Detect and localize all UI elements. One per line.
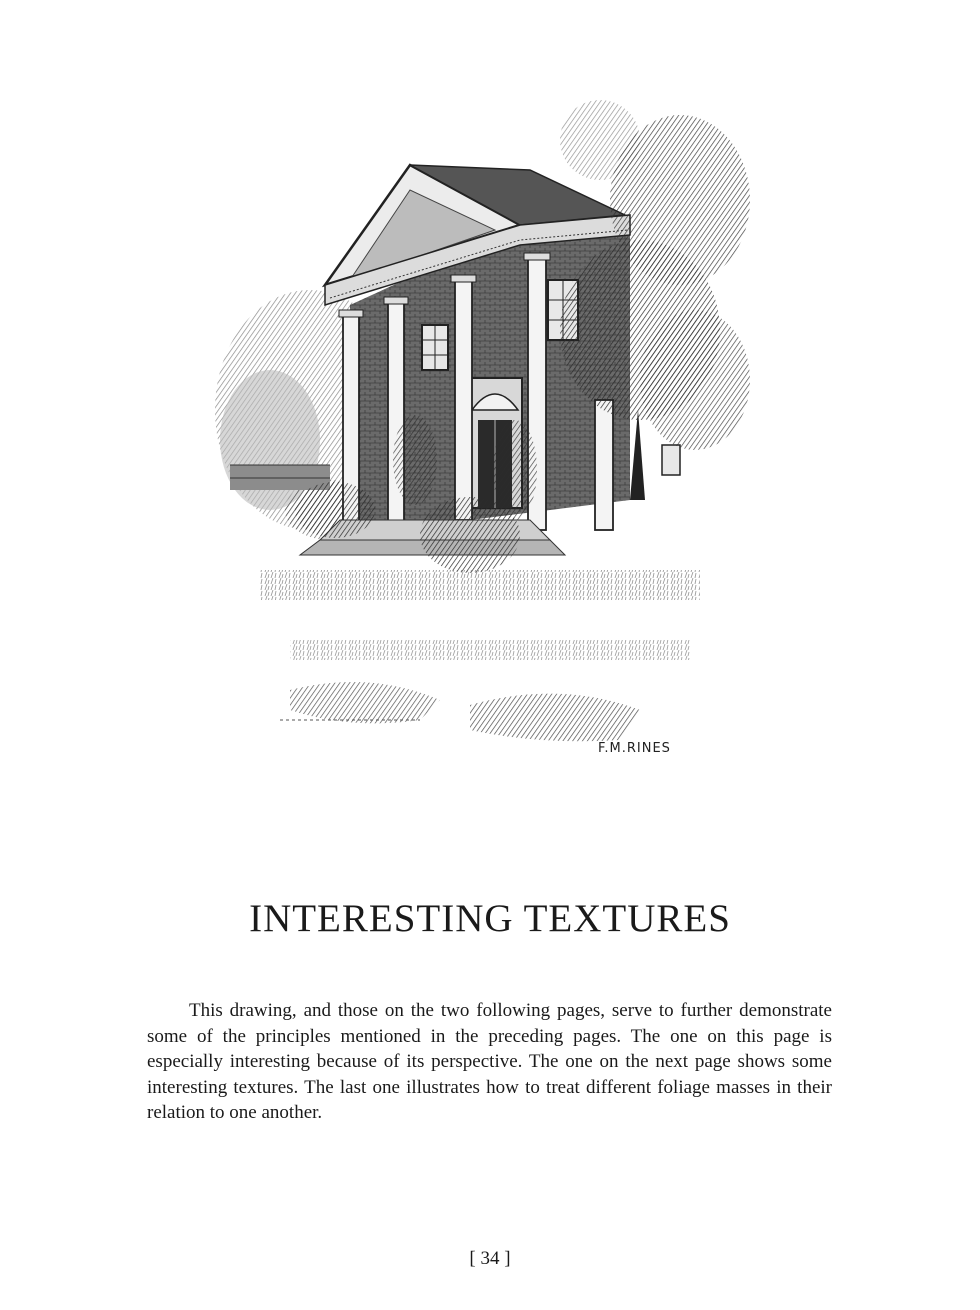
- page-title: INTERESTING TEXTURES: [249, 897, 731, 940]
- body-paragraph: This drawing, and those on the two following pages, serve to further demonstrate some of the principles mentioned in the preceding pages. The one on this page is especially interesting because of its perspective. The one on the next page shows some interesting textures. The last one illustrates how to treat different foliage masses in their relation to one another.: [147, 1000, 832, 1123]
- artist-signature: F.M.RINES: [598, 741, 671, 756]
- house-illustration: [200, 80, 760, 780]
- page-number: [ 34 ]: [469, 1248, 511, 1269]
- house-drawing-svg: [200, 80, 760, 780]
- lawn: [260, 570, 700, 741]
